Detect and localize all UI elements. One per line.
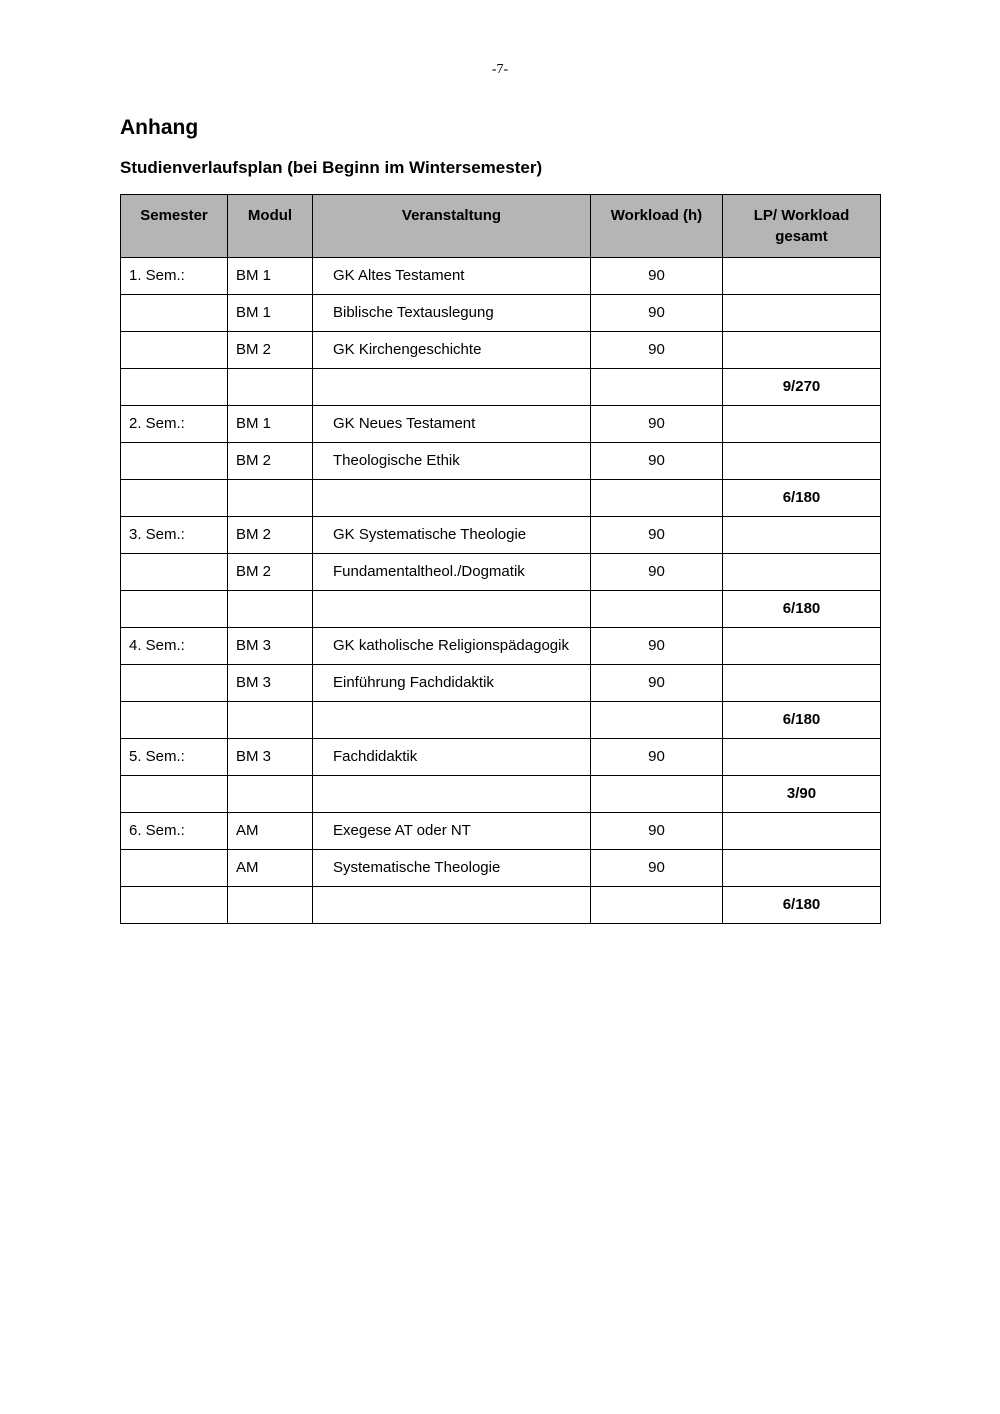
cell-lp-workload: 6/180 [723, 702, 881, 739]
cell-workload: 90 [591, 665, 723, 702]
cell-semester: 4. Sem.: [121, 628, 228, 665]
cell-workload [591, 776, 723, 813]
cell-modul: BM 2 [228, 443, 313, 480]
cell-lp-workload [723, 258, 881, 295]
cell-semester [121, 369, 228, 406]
table-row [121, 739, 881, 776]
page-number: -7- [491, 62, 509, 77]
table-row [121, 443, 881, 480]
table-row [121, 406, 881, 443]
cell-modul: BM 1 [228, 295, 313, 332]
cell-workload: 90 [591, 443, 723, 480]
cell-workload: 90 [591, 517, 723, 554]
cell-veranstaltung: Fachdidaktik [313, 739, 591, 776]
cell-modul [228, 369, 313, 406]
cell-semester [121, 554, 228, 591]
cell-semester [121, 443, 228, 480]
cell-semester [121, 295, 228, 332]
table-row [121, 480, 881, 517]
cell-veranstaltung: Theologische Ethik [313, 443, 591, 480]
table-row [121, 628, 881, 665]
cell-lp-workload: 3/90 [723, 776, 881, 813]
section-heading: Anhang [120, 116, 199, 139]
table-row [121, 258, 881, 295]
cell-workload [591, 887, 723, 924]
cell-workload: 90 [591, 628, 723, 665]
cell-semester: 5. Sem.: [121, 739, 228, 776]
cell-veranstaltung: Einführung Fachdidaktik [313, 665, 591, 702]
cell-lp-workload [723, 554, 881, 591]
cell-modul: AM [228, 813, 313, 850]
column-header: LP/ Workload gesamt [723, 195, 881, 258]
cell-lp-workload [723, 628, 881, 665]
cell-modul: BM 2 [228, 332, 313, 369]
cell-semester [121, 887, 228, 924]
table-row [121, 776, 881, 813]
table-row [121, 295, 881, 332]
cell-lp-workload [723, 850, 881, 887]
cell-workload: 90 [591, 295, 723, 332]
cell-workload: 90 [591, 739, 723, 776]
study-plan-table [120, 194, 881, 924]
cell-veranstaltung: Fundamentaltheol./Dogmatik [313, 554, 591, 591]
cell-modul: BM 1 [228, 258, 313, 295]
cell-modul: AM [228, 850, 313, 887]
cell-veranstaltung [313, 591, 591, 628]
cell-workload: 90 [591, 332, 723, 369]
table-row [121, 517, 881, 554]
cell-semester [121, 776, 228, 813]
cell-workload: 90 [591, 554, 723, 591]
column-header: Workload (h) [591, 195, 723, 258]
cell-lp-workload: 6/180 [723, 480, 881, 517]
cell-modul: BM 2 [228, 517, 313, 554]
cell-semester: 3. Sem.: [121, 517, 228, 554]
cell-veranstaltung [313, 480, 591, 517]
table-body [121, 258, 881, 924]
table-title: Studienverlaufsplan (bei Beginn im Wintersemester) [120, 158, 543, 177]
cell-veranstaltung [313, 702, 591, 739]
cell-veranstaltung: GK Neues Testament [313, 406, 591, 443]
cell-workload: 90 [591, 406, 723, 443]
cell-modul [228, 591, 313, 628]
table-row [121, 369, 881, 406]
cell-veranstaltung: Systematische Theologie [313, 850, 591, 887]
cell-semester [121, 591, 228, 628]
table-header-row [121, 195, 881, 258]
cell-workload [591, 369, 723, 406]
cell-lp-workload: 9/270 [723, 369, 881, 406]
cell-modul: BM 3 [228, 628, 313, 665]
column-header: Semester [121, 195, 228, 258]
cell-workload: 90 [591, 813, 723, 850]
cell-modul: BM 3 [228, 665, 313, 702]
cell-lp-workload [723, 406, 881, 443]
cell-modul [228, 480, 313, 517]
cell-semester [121, 480, 228, 517]
table-row [121, 702, 881, 739]
cell-semester: 1. Sem.: [121, 258, 228, 295]
cell-lp-workload: 6/180 [723, 591, 881, 628]
cell-lp-workload: 6/180 [723, 887, 881, 924]
cell-lp-workload [723, 517, 881, 554]
cell-veranstaltung: Exegese AT oder NT [313, 813, 591, 850]
cell-veranstaltung [313, 776, 591, 813]
cell-workload [591, 480, 723, 517]
cell-lp-workload [723, 443, 881, 480]
cell-modul: BM 2 [228, 554, 313, 591]
cell-semester [121, 702, 228, 739]
cell-semester [121, 665, 228, 702]
cell-lp-workload [723, 332, 881, 369]
cell-lp-workload [723, 739, 881, 776]
cell-lp-workload [723, 665, 881, 702]
cell-veranstaltung [313, 887, 591, 924]
table-row [121, 850, 881, 887]
cell-semester [121, 850, 228, 887]
table-row [121, 813, 881, 850]
column-header: Modul [228, 195, 313, 258]
column-header: Veranstaltung [313, 195, 591, 258]
table-row [121, 554, 881, 591]
cell-veranstaltung: GK Kirchengeschichte [313, 332, 591, 369]
cell-veranstaltung: Biblische Textauslegung [313, 295, 591, 332]
cell-lp-workload [723, 295, 881, 332]
cell-semester: 6. Sem.: [121, 813, 228, 850]
cell-modul [228, 887, 313, 924]
cell-semester [121, 332, 228, 369]
table-row [121, 887, 881, 924]
cell-lp-workload [723, 813, 881, 850]
cell-veranstaltung [313, 369, 591, 406]
cell-workload: 90 [591, 258, 723, 295]
cell-workload: 90 [591, 850, 723, 887]
table-row [121, 332, 881, 369]
cell-veranstaltung: GK katholische Religionspädagogik [313, 628, 591, 665]
cell-semester: 2. Sem.: [121, 406, 228, 443]
cell-workload [591, 591, 723, 628]
cell-veranstaltung: GK Systematische Theologie [313, 517, 591, 554]
cell-modul [228, 776, 313, 813]
cell-modul: BM 1 [228, 406, 313, 443]
cell-workload [591, 702, 723, 739]
cell-modul: BM 3 [228, 739, 313, 776]
table-row [121, 665, 881, 702]
cell-veranstaltung: GK Altes Testament [313, 258, 591, 295]
cell-modul [228, 702, 313, 739]
table-row [121, 591, 881, 628]
